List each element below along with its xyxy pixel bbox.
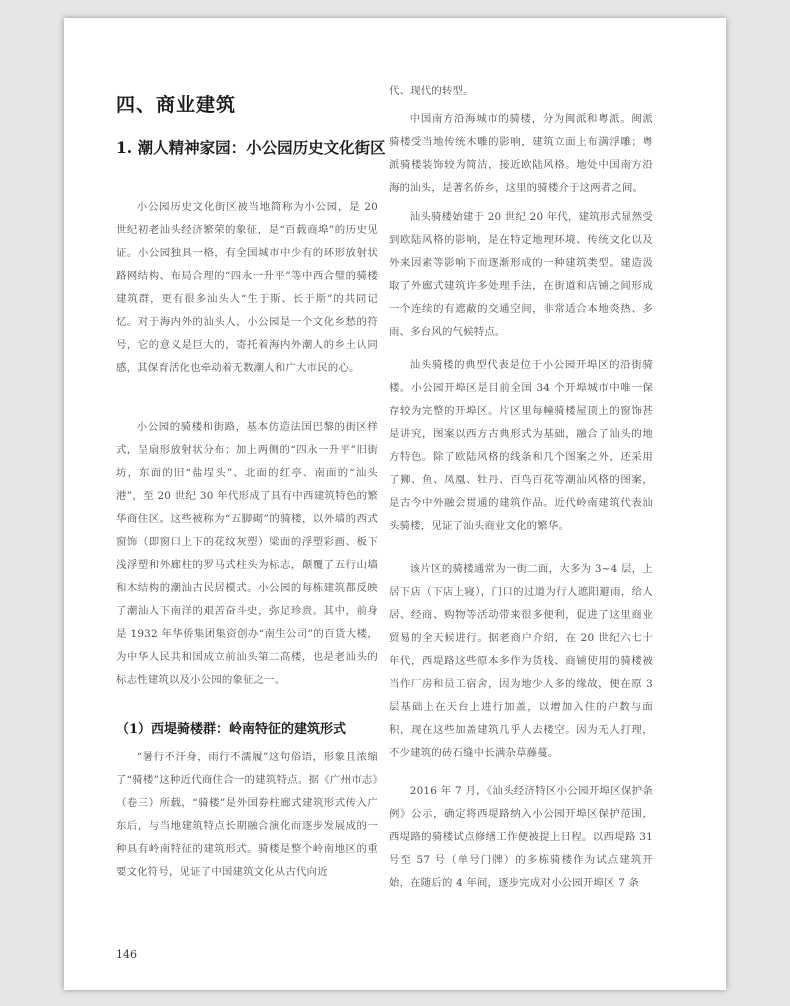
right-paragraph-4: 汕头骑楼的典型代表是位于小公园开埠区的沿街骑楼。小公园开埠区是目前全国 34 个开埠城市中唯一保存较为完整的开埠区。片区里每幢骑楼屋顶上的窗饰甚是讲究，图案以西方古典形式为基础，融合了汕头的地方特色。除了欧陆风格的线条和几个图案之外，还采用了狮、鱼、凤凰、牡丹、百鸟百花等潮汕风格的图案，是古今中外融会贯通的建筑作品。近代岭南建筑代表汕头骑楼，见证了汕头商业文化的繁华。 bbox=[389, 359, 653, 532]
subsection-title: （1）西堤骑楼群：岭南特征的建筑形式 bbox=[116, 722, 347, 737]
chapter-title: 四、商业建筑 bbox=[116, 94, 237, 116]
section-title: 1. 潮人精神家园：小公园历史文化街区 bbox=[116, 138, 386, 157]
page-number: 146 bbox=[116, 948, 137, 961]
right-paragraph-2: 中国南方沿海城市的骑楼，分为闽派和粤派。闽派骑楼受当地传统木雕的影响，建筑立面上布满浮雕；粤派骑楼装饰较为简洁，接近欧陆风格。地处中国南方沿海的汕头，是著名侨乡，这里的骑楼介于这两者之间。 bbox=[389, 113, 653, 194]
left-paragraph-1: 小公园历史文化街区被当地简称为小公园，是 20 世纪初老汕头经济繁荣的象征，是“百载商埠”的历史见证。小公园独具一格，有全国城市中少有的环形放射状路网结构、布局合理的“四永一升平”等中西合璧的骑楼建筑群，更有很多汕头人“生于斯、长于斯”的共同记忆。对于海内外的汕头人，小公园是一个文化乡愁的符号，它的意义是巨大的，寄托着海内外潮人的乡土认同感，其保育活化也牵动着无数潮人和广大市民的心。 bbox=[116, 201, 378, 374]
right-paragraph-5: 该片区的骑楼通常为一街二面，大多为 3~4 层，上居下店（下店上寝），门口的过道为行人遮阳避雨，给人居、经商、购物等活动带来很多便利，促进了这里商业贸易的全天候进行。据老商户介绍，在 20 世纪六七十年代，西堤路这些原本多作为货栈、商铺使用的骑楼被当作厂房和员工宿舍，因为地少人多的缘故，便在原 3 层基础上在天台上进行加盖，以增加入住的户数与面积，现在这些加盖建筑几乎人去楼空。因为无人打理，不少建筑的砖石缝中长满杂草藤蔓。 bbox=[389, 563, 653, 759]
right-paragraph-3: 汕头骑楼始建于 20 世纪 20 年代，建筑形式显然受到欧陆风格的影响，是在特定地理环境、传统文化以及外来因素等影响下而逐渐形成的一种建筑类型。建造汲取了外廊式建筑许多处理手法，在街道和店铺之间形成一个连续的有遮蔽的交通空间，非常适合本地炎热、多雨、多台风的气候特点。 bbox=[389, 211, 653, 338]
left-paragraph-2: 小公园的骑楼和街路，基本仿造法国巴黎的街区样式，呈扇形放射状分布；加上两侧的“四永一升平”旧街坊，东面的旧“盐埕头”、北面的红亭、南面的“汕头港”，至 20 世纪 30 年代形成了具有中西建筑特色的繁华商住区。这些被称为“五脚砌”的骑楼，以外墙的西式窗饰（即窗口上下的花纹灰塑）梁面的浮塑彩画、板下浅浮塑和外廊柱的罗马式柱头为标志，颠覆了五行山墙和木结构的潮汕古民居模式。小公园的每栋建筑都反映了潮汕人下南洋的艰苦奋斗史，弥足珍贵。其中，前身是 1932 年华侨集团集资创办“南生公司”的百货大楼，为中华人民共和国成立前汕头第二高楼，也是老汕头的标志性建筑以及小公园的象征之一。 bbox=[116, 421, 378, 686]
left-paragraph-3: “暑行不汗身，雨行不濡履”这句俗语，形象且浓缩了“骑楼”这种近代商住合一的建筑特点。据《广州市志》（卷三）所载，“骑楼”是外国券柱廊式建筑形式传入广东后，与当地建筑特点长期融合演化而逐步发展成的一种具有岭南特征的建筑形式。骑楼是整个岭南地区的重要文化符号，见证了中国建筑文化从古代向近 bbox=[116, 751, 378, 878]
right-paragraph-1: 代、现代的转型。 bbox=[389, 85, 474, 97]
right-paragraph-6: 2016 年 7 月，《汕头经济特区小公园开埠区保护条例》公示，确定将西堤路纳入小公园开埠区保护范围，西堤路的骑楼试点修缮工作便被提上日程。以西堤路 31 号至 57 号（单号门牌）的多栋骑楼作为试点建筑开始，在随后的 4 年间，逐步完成对小公园开埠区 7 条 bbox=[389, 785, 653, 889]
document-page bbox=[64, 18, 726, 990]
